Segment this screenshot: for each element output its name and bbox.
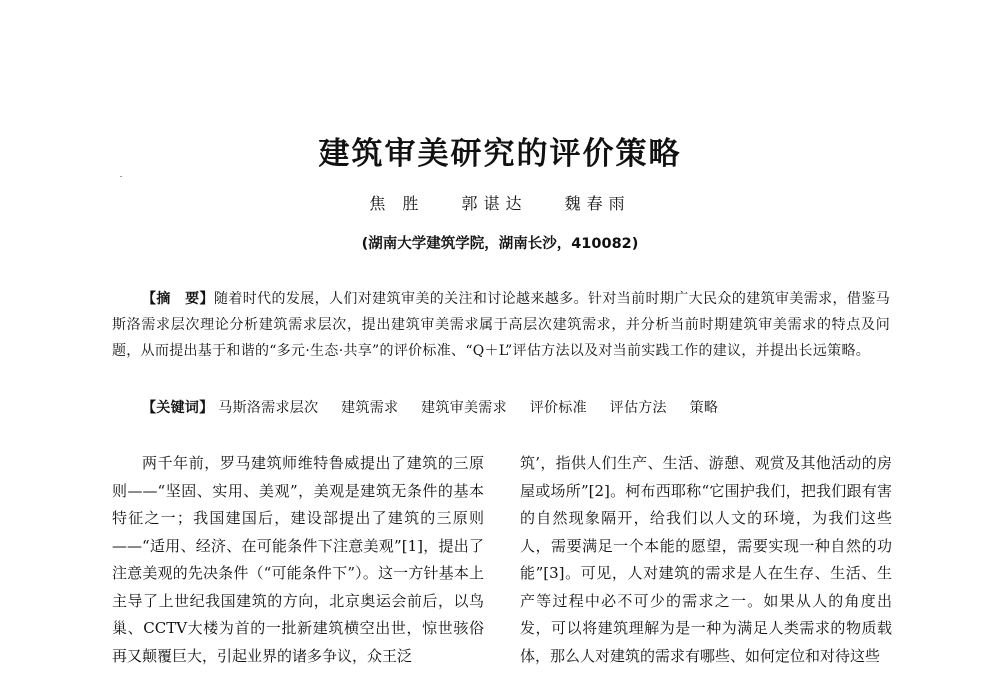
keywords-label: 【关键词】	[142, 400, 214, 416]
author-name: 魏春雨	[564, 194, 631, 213]
author-name: 焦 胜	[369, 194, 425, 213]
abstract-label: 【摘 要】	[142, 291, 214, 307]
keyword: 评估方法	[609, 400, 667, 416]
keyword: 策略	[689, 400, 719, 416]
keyword: 建筑需求	[341, 400, 399, 416]
body-column-right: 筑’，指供人们生产、生活、游憩、观赏及其他活动的房屋或场所”[2]。柯布西耶称“它围护我们，把我们跟有害的自然现象隔开，给我们以人文的环境，为我们这些人，需要满足一个本能的愿望，需要实现一种自然的功能”[3]。可见，人对建筑的需求是人在生存、生活、生产等过程中必不可少的需求之一。如果从人的角度出发，可以将建筑理解为是一种为满足人类需求的物质载体，那么人对建筑的需求有哪些、如何定位和对待这些	[520, 454, 892, 665]
keyword: 建筑审美需求	[421, 400, 507, 416]
paper-title: 建筑审美研究的评价策略	[318, 136, 682, 172]
affiliation: (湖南大学建筑学院，湖南长沙，410082)	[361, 236, 639, 252]
body-column-left: 两千年前，罗马建筑师维特鲁威提出了建筑的三原则——“坚固、实用、美观”，美观是建筑无条件的基本特征之一；我国建国后，建设部提出了建筑的三原则——“适用、经济、在可能条件下注意美观”[1]，提出了注意美观的先决条件（“可能条件下”）。这一方针基本上主导了上世纪我国建筑的方向，北京奥运会前后，以鸟巢、CCTV大楼为首的一批新建筑横空出世，惊世骇俗再又颠覆巨大，引起业界的诸多争议，众王泛	[112, 454, 484, 665]
abstract-text: 随着时代的发展，人们对建筑审美的关注和讨论越来越多。针对当前时期广大民众的建筑审美需求，借鉴马斯洛需求层次理论分析建筑需求层次，提出建筑审美需求属于高层次建筑需求，并分析当前时期建筑审美需求的特点及问题，从而提出基于和谐的“多元·生态·共享”的评价标准、“Q＋L”评估方法以及对当前实践工作的建议，并提出长远策略。	[112, 291, 890, 359]
keyword: 评价标准	[529, 400, 587, 416]
scan-speck	[120, 176, 122, 177]
author-name: 郭谌达	[461, 194, 528, 213]
abstract	[112, 286, 890, 364]
keywords	[142, 395, 892, 421]
author-list	[0, 191, 1000, 214]
keyword: 马斯洛需求层次	[218, 400, 319, 416]
